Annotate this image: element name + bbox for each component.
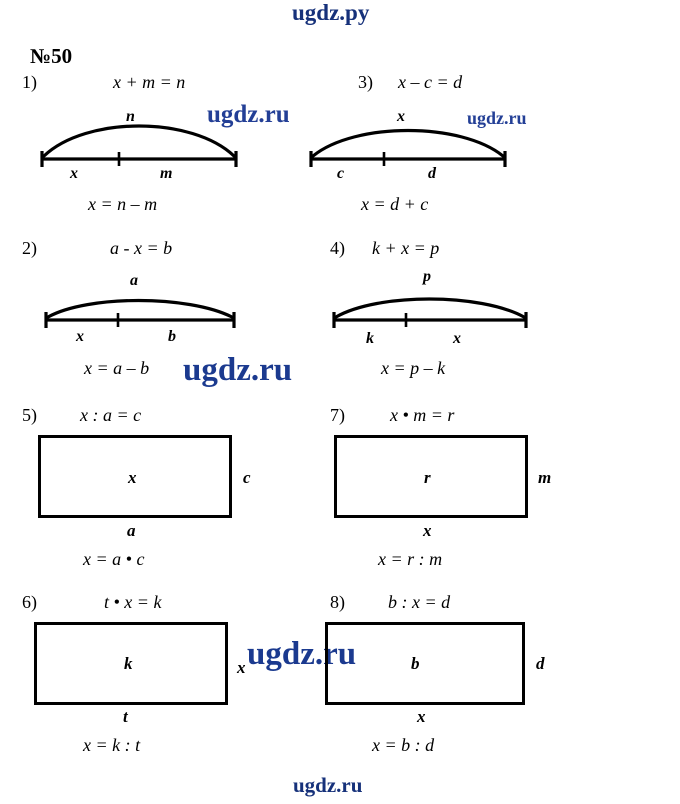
item-index-8: 8) bbox=[330, 592, 345, 612]
item-answer-7: x = r : m bbox=[378, 549, 443, 569]
item-index-1: 1) bbox=[22, 72, 37, 92]
segment-right-label-4: x bbox=[453, 330, 461, 347]
segment-figure-4 bbox=[328, 283, 534, 329]
item-index-3: 3) bbox=[358, 72, 373, 92]
rectangle-bottom-label-8: x bbox=[417, 707, 426, 726]
segment-left-label-2: x bbox=[76, 328, 84, 345]
item-index-6: 6) bbox=[22, 592, 37, 612]
segment-right-label-2: b bbox=[168, 328, 176, 345]
rectangle-inner-label-7: r bbox=[424, 468, 431, 487]
item-equation-5: x : a = c bbox=[80, 405, 142, 425]
segment-top-label-3: x bbox=[397, 108, 405, 125]
rectangle-inner-label-5: x bbox=[128, 468, 137, 487]
rectangle-bottom-label-6: t bbox=[123, 707, 128, 726]
item-answer-2: x = a – b bbox=[84, 358, 150, 378]
item-equation-1: x + m = n bbox=[113, 72, 186, 92]
item-equation-6: t • x = k bbox=[104, 592, 162, 612]
segment-left-label-4: k bbox=[366, 330, 374, 347]
rectangle-inner-label-6: k bbox=[124, 654, 133, 673]
rectangle-inner-label-8: b bbox=[411, 654, 420, 673]
item-equation-4: k + x = p bbox=[372, 238, 440, 258]
rectangle-side-label-8: d bbox=[536, 654, 545, 673]
segment-top-label-2: a bbox=[130, 272, 138, 289]
rectangle-side-label-5: c bbox=[243, 468, 251, 487]
watermark-big-2: ugdz.ru bbox=[247, 636, 357, 672]
segment-left-label-3: c bbox=[337, 165, 345, 182]
watermark-small-2: ugdz.ru bbox=[467, 108, 527, 128]
watermark-bottom: ugdz.ru bbox=[293, 773, 363, 797]
item-index-2: 2) bbox=[22, 238, 37, 258]
item-equation-7: x • m = r bbox=[390, 405, 455, 425]
item-answer-6: x = k : t bbox=[83, 735, 141, 755]
segment-figure-2 bbox=[40, 283, 240, 329]
rectangle-side-label-7: m bbox=[538, 468, 552, 487]
rectangle-side-label-6: x bbox=[237, 658, 246, 677]
task-number: №50 bbox=[30, 44, 73, 68]
item-answer-3: x = d + c bbox=[361, 194, 429, 214]
item-equation-3: x – c = d bbox=[398, 72, 463, 92]
watermark-top: ugdz.py bbox=[292, 0, 370, 25]
item-equation-2: a - x = b bbox=[110, 238, 173, 258]
segment-figure-3 bbox=[305, 112, 511, 170]
rectangle-bottom-label-5: a bbox=[127, 521, 136, 540]
segment-left-label-1: x bbox=[70, 165, 78, 182]
segment-right-label-1: m bbox=[160, 165, 173, 182]
segment-top-label-1: n bbox=[126, 108, 135, 125]
item-answer-4: x = p – k bbox=[381, 358, 446, 378]
item-answer-5: x = a • c bbox=[83, 549, 145, 569]
item-answer-1: x = n – m bbox=[88, 194, 158, 214]
segment-figure-1 bbox=[36, 108, 242, 170]
rectangle-bottom-label-7: x bbox=[423, 521, 432, 540]
item-index-7: 7) bbox=[330, 405, 345, 425]
item-index-4: 4) bbox=[330, 238, 345, 258]
segment-top-label-4: p bbox=[423, 268, 431, 285]
segment-right-label-3: d bbox=[428, 165, 436, 182]
watermark-small-1: ugdz.ru bbox=[207, 101, 290, 128]
watermark-big-1: ugdz.ru bbox=[183, 352, 293, 388]
rectangle-figure-7 bbox=[334, 435, 528, 518]
item-index-5: 5) bbox=[22, 405, 37, 425]
rectangle-figure-8 bbox=[325, 622, 525, 705]
item-answer-8: x = b : d bbox=[372, 735, 435, 755]
item-equation-8: b : x = d bbox=[388, 592, 451, 612]
